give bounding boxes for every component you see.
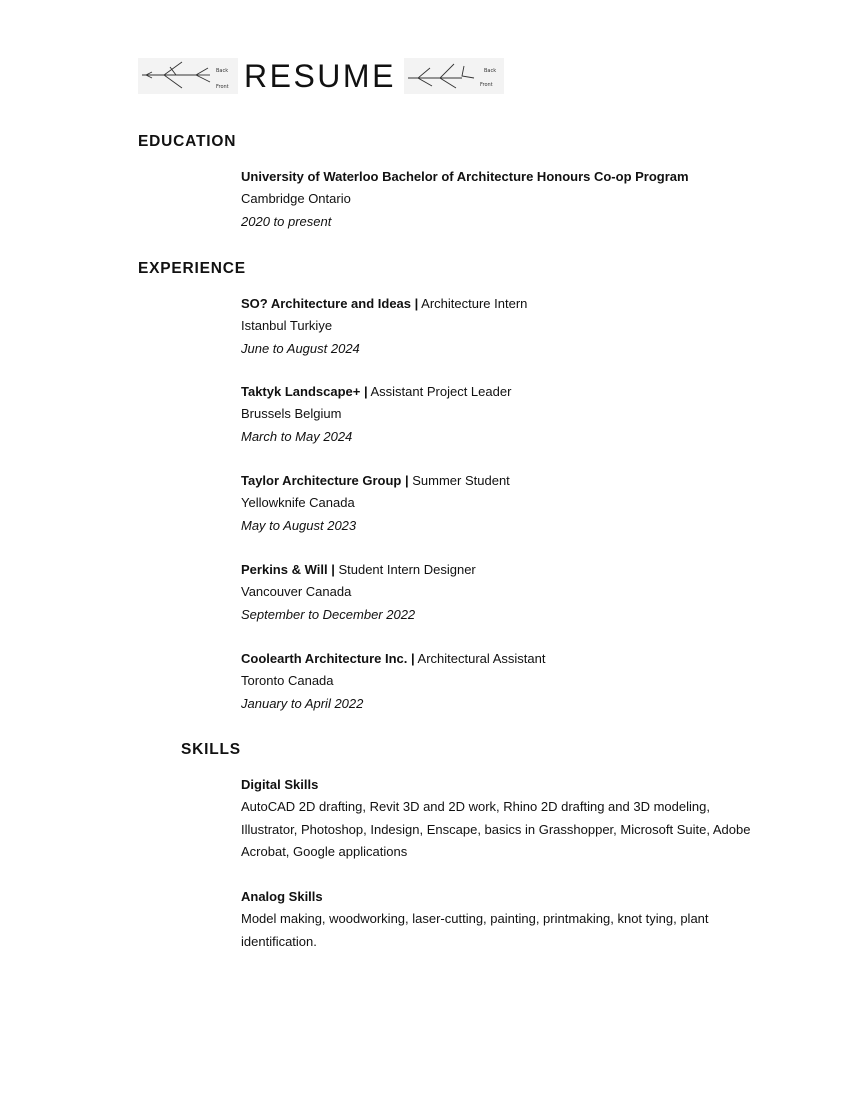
experience-location: Istanbul Turkiye: [241, 318, 333, 334]
skills-line: identification.: [241, 933, 317, 949]
experience-role: Summer Student: [412, 473, 510, 488]
skills-entry: [241, 774, 761, 864]
experience-dates: March to May 2024: [241, 428, 353, 444]
experience-entry: [241, 559, 761, 626]
experience-company: Taylor Architecture Group |: [241, 473, 409, 488]
experience-entry: [241, 470, 761, 537]
experience-company: SO? Architecture and Ideas |: [241, 296, 419, 311]
experience-entry: [241, 648, 761, 715]
experience-role: Student Intern Designer: [338, 562, 476, 577]
skills-line: AutoCAD 2D drafting, Revit 3D and 2D work, Rhino 2D drafting and 3D modeling,: [241, 799, 710, 815]
skills-line: Acrobat, Google applications: [241, 844, 408, 860]
page-title: RESUME: [244, 58, 396, 94]
experience-company: Coolearth Architecture Inc. |: [241, 651, 415, 666]
education-dates: 2020 to present: [241, 213, 332, 229]
resume-header: [138, 56, 504, 96]
experience-location: Vancouver Canada: [241, 584, 352, 600]
education-heading: EDUCATION: [138, 133, 237, 150]
right-sketch-label-back: Back: [483, 68, 497, 74]
skills-entry: [241, 886, 761, 953]
experience-dates: September to December 2022: [241, 606, 416, 622]
skills-line: Illustrator, Photoshop, Indesign, Enscape, basics in Grasshopper, Microsoft Suite, Adobe: [241, 821, 751, 837]
experience-entry: [241, 381, 761, 448]
experience-company: Perkins & Will |: [241, 562, 335, 577]
education-title: University of Waterloo Bachelor of Architecture Honours Co-op Program: [241, 169, 689, 184]
right-sketch-label-front: Front: [479, 82, 493, 88]
skills-title: Analog Skills: [241, 889, 323, 904]
experience-company: Taktyk Landscape+ |: [241, 384, 368, 399]
left-branch-sketch: [138, 58, 238, 94]
skills-line: Model making, woodworking, laser-cutting, painting, printmaking, knot tying, plant: [241, 911, 709, 927]
experience-location: Yellowknife Canada: [241, 495, 355, 511]
experience-location: Brussels Belgium: [241, 406, 342, 422]
experience-heading: EXPERIENCE: [138, 260, 246, 277]
left-sketch-label-back: Back: [216, 68, 229, 74]
experience-dates: June to August 2024: [241, 340, 360, 356]
skills-heading: SKILLS: [181, 741, 241, 758]
left-sketch-label-front: Front: [216, 84, 229, 90]
experience-location: Toronto Canada: [241, 673, 334, 689]
education-location: Cambridge Ontario: [241, 191, 351, 207]
skills-title: Digital Skills: [241, 777, 319, 792]
experience-role: Architectural Assistant: [417, 651, 546, 666]
experience-dates: May to August 2023: [241, 517, 357, 533]
experience-dates: January to April 2022: [241, 695, 364, 711]
experience-role: Assistant Project Leader: [370, 384, 512, 399]
education-entry: [241, 166, 761, 233]
right-branch-sketch: [404, 58, 504, 94]
left-branch-drawing: [138, 58, 238, 94]
experience-entry: [241, 293, 761, 360]
right-branch-drawing: [404, 58, 504, 94]
experience-role: Architecture Intern: [421, 296, 528, 311]
